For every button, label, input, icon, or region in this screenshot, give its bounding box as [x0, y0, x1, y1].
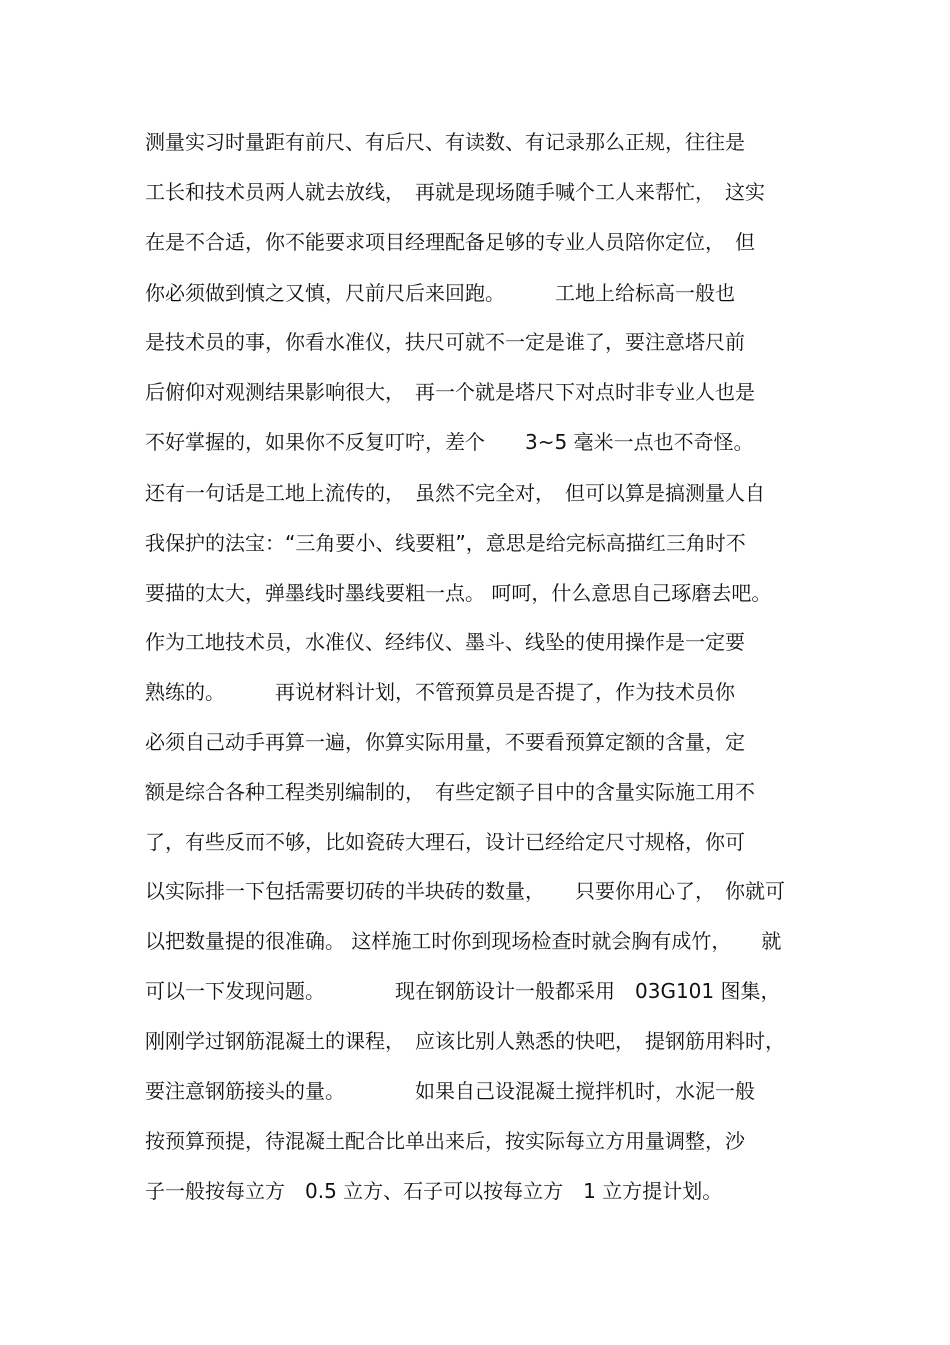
text-line: 子一般按每立方 0.5 立方、石子可以按每立方 1 立方提计划。 [145, 1179, 723, 1203]
text-line: 可以一下发现问题。 现在钢筋设计一般都采用 03G101 图集， [145, 979, 781, 1003]
text-line: 你必须做到慎之又慎，尺前尺后来回跑。 工地上给标高一般也 [145, 281, 735, 305]
text-line: 要描的太大，弹墨线时墨线要粗一点。 呵呵，什么意思自己琢磨去吧。 [145, 581, 772, 605]
text-line: 熟练的。 再说材料计划，不管预算员是否提了，作为技术员你 [145, 680, 735, 704]
text-line: 要注意钢筋接头的量。 如果自己设混凝土搅拌机时，水泥一般 [145, 1079, 755, 1103]
text-line: 工长和技术员两人就去放线， 再就是现场随手喊个工人来帮忙， 这实 [145, 180, 765, 204]
text-line: 还有一句话是工地上流传的， 虽然不完全对， 但可以算是搞测量人自 [145, 481, 765, 505]
text-line: 额是综合各种工程类别编制的， 有些定额子目中的含量实际施工用不 [145, 780, 755, 804]
text-line: 后俯仰对观测结果影响很大， 再一个就是塔尺下对点时非专业人也是 [145, 380, 755, 404]
text-line: 作为工地技术员，水准仪、经纬仪、墨斗、线坠的使用操作是一定要 [145, 630, 745, 654]
text-line: 以实际排一下包括需要切砖的半块砖的数量， 只要你用心了， 你就可 [145, 879, 785, 903]
text-line: 刚刚学过钢筋混凝土的课程， 应该比别人熟悉的快吧， 提钢筋用料时， [145, 1029, 785, 1053]
text-line: 我保护的法宝：“三角要小、线要粗”，意思是给完标高描红三角时不 [145, 531, 746, 555]
text-line: 不好掌握的，如果你不反复叮咛，差个 3~5 毫米一点也不奇怪。 [145, 430, 754, 454]
text-line: 了，有些反而不够，比如瓷砖大理石，设计已经给定尺寸规格，你可 [145, 830, 745, 854]
text-line: 测量实习时量距有前尺、有后尺、有读数、有记录那么正规，往往是 [145, 130, 745, 154]
text-line: 以把数量提的很准确。 这样施工时你到现场检查时就会胸有成竹， 就 [145, 929, 782, 953]
text-line: 是技术员的事，你看水准仪，扶尺可就不一定是谁了，要注意塔尺前 [145, 330, 745, 354]
text-line: 按预算预提，待混凝土配合比单出来后，按实际每立方用量调整，沙 [145, 1129, 745, 1153]
text-line: 在是不合适，你不能要求项目经理配备足够的专业人员陪你定位， 但 [145, 230, 755, 254]
text-line: 必须自己动手再算一遍，你算实际用量，不要看预算定额的含量，定 [145, 730, 745, 754]
